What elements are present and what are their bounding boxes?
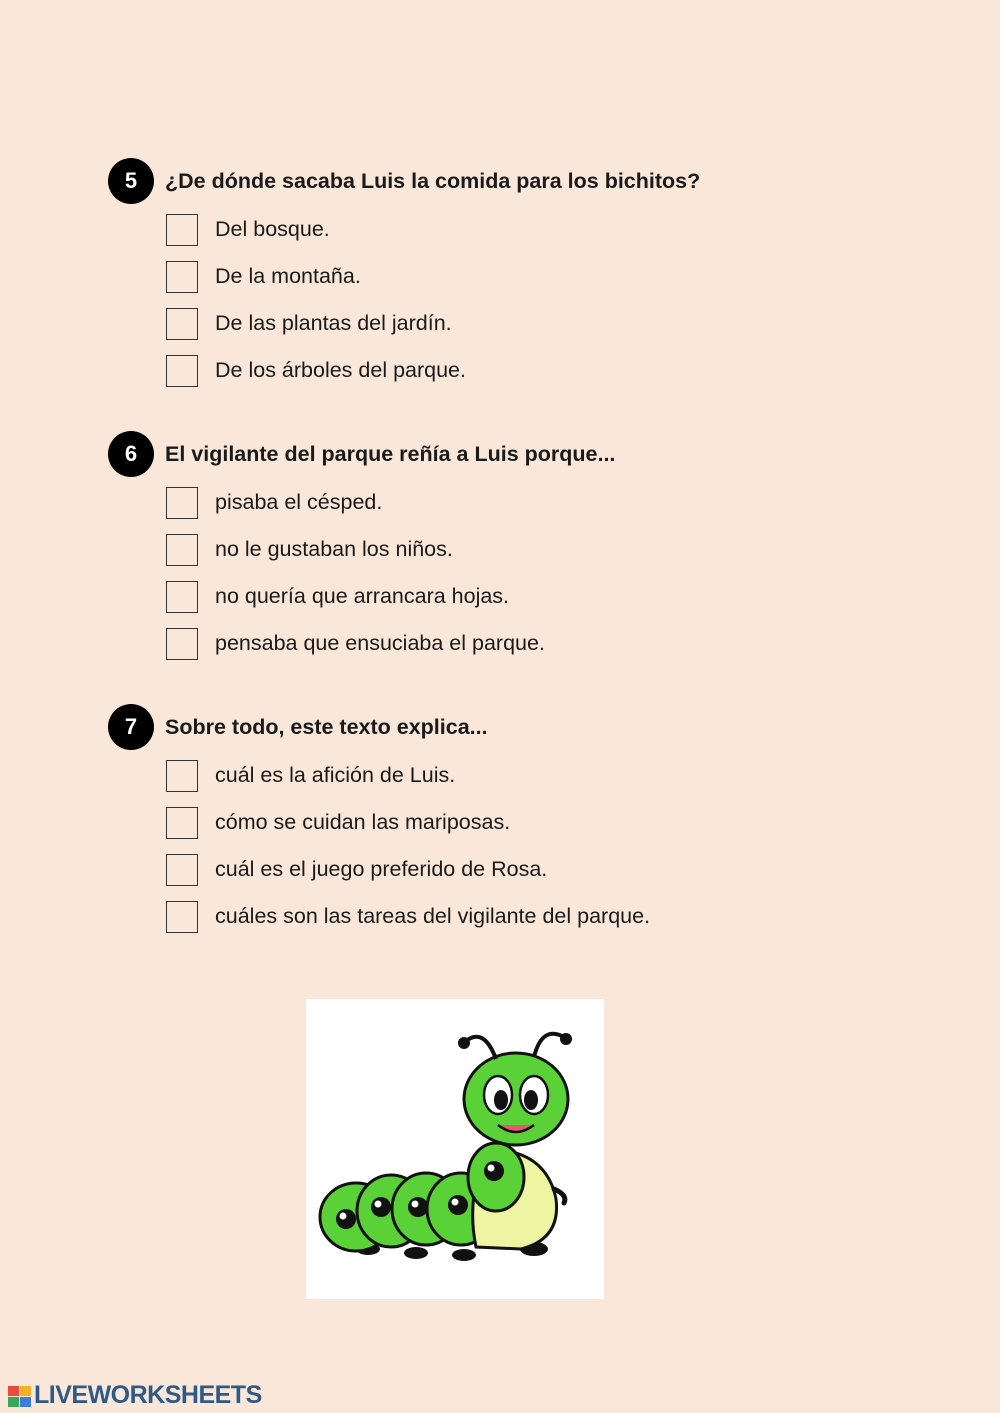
option-label: cuál es el juego preferido de Rosa.: [215, 857, 548, 881]
option-item: [166, 526, 888, 573]
option-item: [166, 573, 888, 620]
question-text: Sobre todo, este texto explica...: [165, 714, 488, 739]
question-text: El vigilante del parque reñía a Luis porque...: [165, 441, 616, 466]
caterpillar-illustration: [306, 999, 604, 1299]
answer-checkbox[interactable]: [166, 534, 198, 566]
option-item: [166, 893, 888, 940]
logo-blocks-icon: [8, 1384, 32, 1408]
answer-checkbox[interactable]: [166, 308, 198, 340]
question-7: [108, 704, 888, 940]
question-number-badge: 7: [108, 704, 154, 750]
answer-checkbox[interactable]: [166, 760, 198, 792]
option-label: cómo se cuidan las mariposas.: [215, 810, 511, 834]
question-header: [108, 158, 888, 204]
option-label: no le gustaban los niños.: [215, 537, 453, 561]
option-item: [166, 206, 888, 253]
answer-checkbox[interactable]: [166, 214, 198, 246]
question-6: [108, 431, 888, 667]
question-header: [108, 704, 888, 750]
option-label: Del bosque.: [215, 217, 330, 241]
answer-checkbox[interactable]: [166, 581, 198, 613]
answer-checkbox[interactable]: [166, 355, 198, 387]
option-label: De la montaña.: [215, 264, 361, 288]
option-item: [166, 253, 888, 300]
option-label: pensaba que ensuciaba el parque.: [215, 631, 545, 655]
answer-checkbox[interactable]: [166, 487, 198, 519]
question-5: [108, 158, 888, 394]
option-item: [166, 300, 888, 347]
options-list: [108, 206, 888, 394]
question-number-badge: 5: [108, 158, 154, 204]
caterpillar-icon: [306, 999, 604, 1299]
answer-checkbox[interactable]: [166, 628, 198, 660]
option-item: [166, 752, 888, 799]
answer-checkbox[interactable]: [166, 854, 198, 886]
option-item: [166, 620, 888, 667]
question-number-badge: 6: [108, 431, 154, 477]
option-label: cuáles son las tareas del vigilante del parque.: [215, 904, 651, 928]
option-item: [166, 799, 888, 846]
logo-text: LIVEWORKSHEETS: [34, 1381, 262, 1409]
answer-checkbox[interactable]: [166, 261, 198, 293]
option-item: [166, 479, 888, 526]
answer-checkbox[interactable]: [166, 807, 198, 839]
question-header: [108, 431, 888, 477]
option-label: De los árboles del parque.: [215, 358, 466, 382]
option-label: pisaba el césped.: [215, 490, 383, 514]
option-label: cuál es la afición de Luis.: [215, 763, 456, 787]
answer-checkbox[interactable]: [166, 901, 198, 933]
liveworksheets-logo: [8, 1381, 262, 1410]
option-label: De las plantas del jardín.: [215, 311, 452, 335]
option-label: no quería que arrancara hojas.: [215, 584, 510, 608]
options-list: [108, 752, 888, 940]
option-item: [166, 347, 888, 394]
question-text: ¿De dónde sacaba Luis la comida para los bichitos?: [165, 168, 701, 193]
option-item: [166, 846, 888, 893]
options-list: [108, 479, 888, 667]
